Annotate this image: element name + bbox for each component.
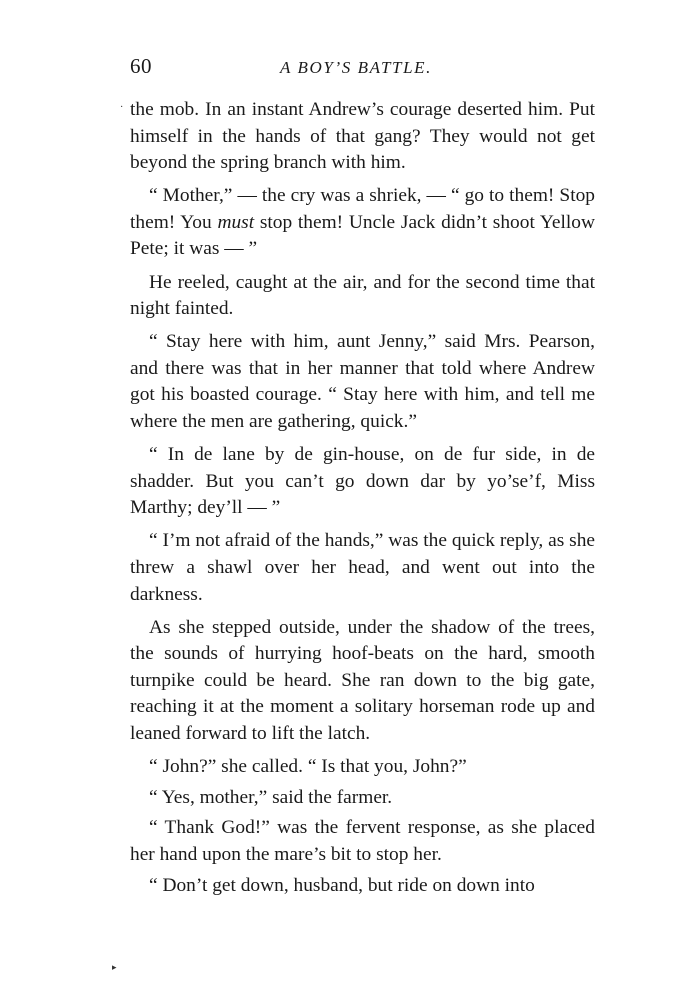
paragraph: “ Yes, mother,” said the farmer.	[149, 786, 393, 808]
paragraph-text: “ Mother,” — the cry was a shriek, — “ go to them! Stop them! You	[130, 185, 595, 233]
paragraph: “ I’m not afraid of the hands,” was the quick reply, as she threw a shawl over her head, and went out into the darkness.	[130, 530, 595, 605]
emphasis-text: must	[217, 211, 255, 233]
paragraph: “ In de lane by de gin-house, on de fur side, in de shadder. But you can’t go down dar by yo’se’f, Miss Marthy; dey’ll — ”	[130, 444, 595, 519]
page-body	[130, 97, 595, 906]
paragraph: “ Don’t get down, husband, but ride on down into	[149, 874, 535, 896]
margin-mark: ▸	[112, 962, 117, 972]
page-header	[130, 54, 595, 84]
paragraph: He reeled, caught at the air, and for the second time that night fainted.	[130, 271, 595, 320]
page-number: 60	[130, 54, 152, 78]
paragraph: the mob. In an instant Andrew’s courage deserted him. Put himself in the hands of that gang? They would not get beyond the spring branch with him.	[130, 99, 595, 174]
paragraph: “ Thank God!” was the fervent response, as she placed her hand upon the mare’s bit to stop her.	[130, 817, 595, 865]
paragraph	[130, 183, 595, 263]
paragraph-text: stop them! Uncle Jack didn’t shoot Yellow Pete; it was — ”	[130, 211, 595, 260]
paragraph: “ Stay here with him, aunt Jenny,” said Mrs. Pearson, and there was that in her manner that told where Andrew got his boasted courage. “ Stay here with him, and tell me where the men are gathering, quick.”	[130, 331, 595, 433]
running-title: A BOY’S BATTLE.	[280, 58, 432, 77]
paragraph: “ John?” she called. “ Is that you, John?”	[149, 756, 467, 778]
margin-mark: ·	[120, 102, 124, 113]
paragraph: As she stepped outside, under the shadow of the trees, the sounds of hurrying hoof-beats on the hard, smooth turnpike could be heard. She ran down to the big gate, reaching it at the moment a solitary horseman rode up and leaned forward to lift the latch.	[130, 616, 595, 745]
